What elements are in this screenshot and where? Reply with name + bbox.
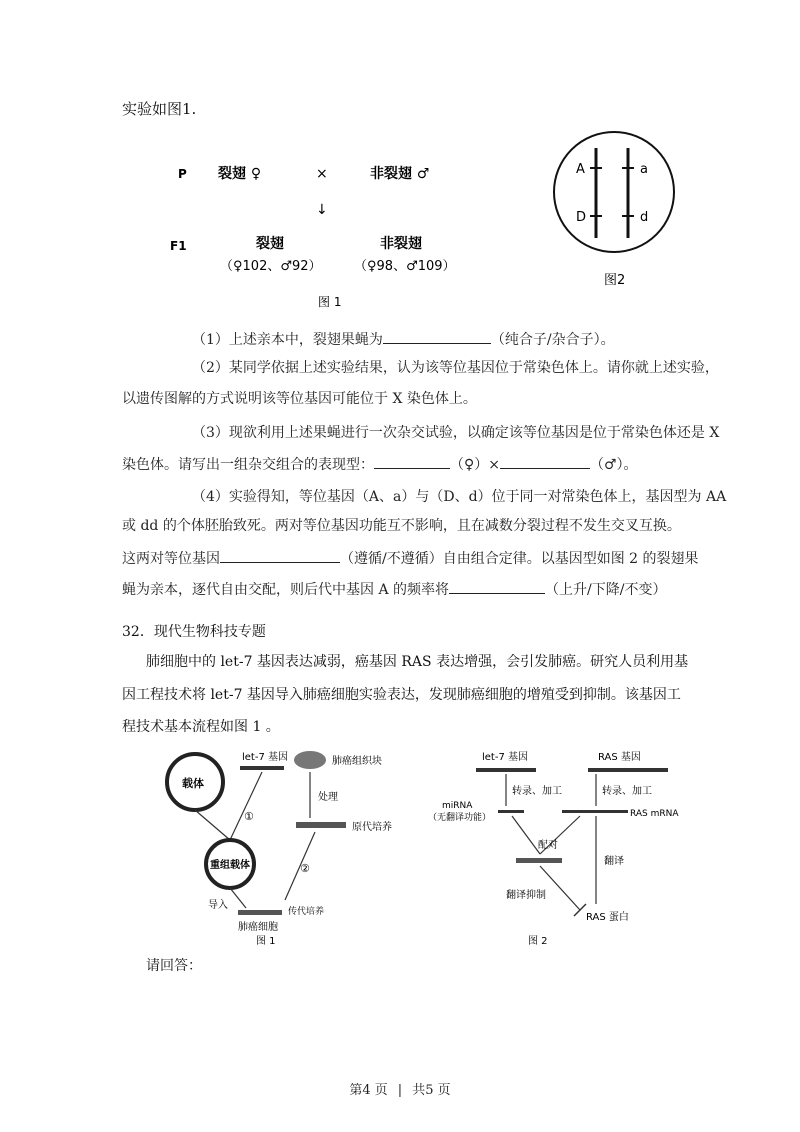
gene-label: let-7 基因 bbox=[242, 752, 289, 763]
answer-prompt: 请回答： bbox=[146, 958, 202, 974]
tissue-label: 肺癌组织块 bbox=[332, 756, 382, 767]
fig1-cross: × bbox=[316, 166, 328, 182]
arrow-line-import bbox=[230, 888, 246, 908]
flow-diagram-2 bbox=[420, 740, 720, 945]
diagram1-caption: 图 1 bbox=[256, 936, 276, 945]
import-label: 导入 bbox=[208, 900, 228, 911]
chromosome-figure bbox=[548, 128, 688, 293]
cell-circle bbox=[554, 132, 674, 252]
blank-q4-law[interactable] bbox=[220, 550, 340, 563]
let7-label: let-7 基因 bbox=[482, 752, 529, 763]
fig1-caption: 图 1 bbox=[318, 295, 342, 309]
mirna-bar bbox=[498, 810, 524, 813]
ras-mrna-bar bbox=[562, 810, 628, 813]
subculture-label: 传代培养 bbox=[288, 907, 325, 917]
recombinant-label: 重组载体 bbox=[210, 860, 250, 871]
cross-figure bbox=[160, 150, 480, 320]
question-2-line2: 以遗传图解的方式说明该等位基因可能位于 X 染色体上。 bbox=[122, 391, 477, 407]
fig1-f1-a-counts: （♀102、♂92） bbox=[220, 259, 322, 274]
let7-gene-bar bbox=[476, 768, 536, 772]
inhibit-line bbox=[540, 866, 580, 910]
ras-protein-label: RAS 蛋白 bbox=[586, 912, 629, 923]
allele-A: A bbox=[576, 162, 585, 177]
fig1-f1-a: 裂翅 bbox=[256, 236, 284, 252]
fig1-f1-b: 非裂翅 bbox=[380, 236, 422, 252]
section-heading: 32．现代生物科技专题 bbox=[122, 624, 266, 640]
question-4-line3: 这两对等位基因 （遵循/不遵循）自由组合定律。以基因型如图 2 的裂翅果 bbox=[122, 551, 699, 567]
fig1-f1-b-counts: （♀98、♂109） bbox=[354, 259, 456, 274]
inhibit-label: 翻译抑制 bbox=[506, 890, 546, 901]
pair-label: 配对 bbox=[538, 840, 558, 851]
question-4-line1: （4）实验得知，等位基因（A、a）与（D、d）位于同一对常染色体上，基因型为 AA bbox=[192, 489, 727, 505]
paragraph-line3: 程技术基本流程如图 1 。 bbox=[122, 719, 280, 735]
cell-label: 肺癌细胞 bbox=[238, 922, 278, 933]
blank-q1[interactable] bbox=[383, 331, 491, 344]
allele-D: D bbox=[576, 210, 587, 225]
question-3-line1: （3）现欲利用上述果蝇进行一次杂交试验，以确定该等位基因是位于常染色体还是 X bbox=[192, 425, 720, 441]
arrow-line-1b bbox=[230, 772, 262, 840]
mirna-note: （无翻译功能） bbox=[428, 813, 492, 823]
vector-label: 载体 bbox=[182, 777, 204, 790]
diagram2-caption: 图 2 bbox=[528, 936, 548, 945]
fig1-p-male: 非裂翅 ♂ bbox=[370, 166, 430, 182]
fig2-caption: 图2 bbox=[604, 273, 626, 288]
cell-dish bbox=[238, 910, 282, 915]
step1-label: ① bbox=[244, 810, 254, 823]
page-total: 共5 页 bbox=[412, 1083, 451, 1098]
fig1-p-label: P bbox=[178, 167, 187, 181]
fig1-p-female: 裂翅 ♀ bbox=[218, 166, 262, 182]
allele-d: d bbox=[640, 210, 649, 225]
blank-q4-frequency[interactable] bbox=[449, 581, 545, 594]
fig1-f1-label: F1 bbox=[170, 239, 187, 253]
blank-q3-male[interactable] bbox=[500, 456, 590, 469]
arrow-line-1a bbox=[195, 810, 230, 840]
footer-separator: | bbox=[397, 1083, 403, 1098]
flow-diagram-1 bbox=[150, 740, 420, 945]
tissue-block bbox=[294, 751, 326, 769]
paragraph-line2: 因工程技术将 let-7 基因导入肺癌细胞实验表达，发现肺癌细胞的增殖受到抑制。该基因工 bbox=[122, 687, 681, 703]
transcribe-label-1: 转录、加工 bbox=[512, 786, 562, 797]
paired-complex bbox=[516, 858, 562, 863]
pair-line-left bbox=[512, 816, 540, 854]
paragraph-line1: 肺细胞中的 let-7 基因表达减弱，癌基因 RAS 表达增强，会引发肺癌。研究人员利用基 bbox=[146, 654, 689, 670]
intro-text: 实验如图1. bbox=[122, 100, 197, 118]
culture-dish bbox=[296, 822, 346, 828]
step2-label: ② bbox=[300, 862, 310, 875]
blank-q3-female[interactable] bbox=[374, 456, 450, 469]
ras-mrna-label: RAS mRNA bbox=[630, 809, 679, 819]
mirna-label: miRNA bbox=[442, 801, 473, 811]
gene-bar bbox=[240, 766, 284, 770]
page-number: 第4 页 bbox=[349, 1083, 388, 1098]
question-2-line1: （2）某同学依据上述实验结果，认为该等位基因位于常染色体上。请你就上述实验， bbox=[192, 360, 719, 376]
allele-a: a bbox=[640, 162, 648, 177]
fig1-arrow: ↓ bbox=[316, 202, 328, 218]
question-3-line2: 染色体。请写出一组杂交组合的表现型： （♀）× （♂）。 bbox=[122, 457, 638, 473]
process-label: 处理 bbox=[318, 792, 338, 803]
ras-gene-bar bbox=[588, 768, 668, 772]
question-1: （1）上述亲本中，裂翅果蝇为 （纯合子/杂合子）。 bbox=[192, 332, 615, 348]
page-footer bbox=[0, 1079, 800, 1098]
transcribe-label-2: 转录、加工 bbox=[602, 786, 652, 797]
translate-label: 翻译 bbox=[604, 856, 624, 867]
ras-gene-label: RAS 基因 bbox=[598, 752, 641, 763]
culture-label: 原代培养 bbox=[352, 822, 392, 833]
question-4-line2: 或 dd 的个体胚胎致死。两对等位基因功能互不影响，且在减数分裂过程不发生交叉互换。 bbox=[122, 518, 681, 534]
question-4-line4: 蝇为亲本，逐代自由交配，则后代中基因 A 的频率将 （上升/下降/不变） bbox=[122, 582, 667, 598]
